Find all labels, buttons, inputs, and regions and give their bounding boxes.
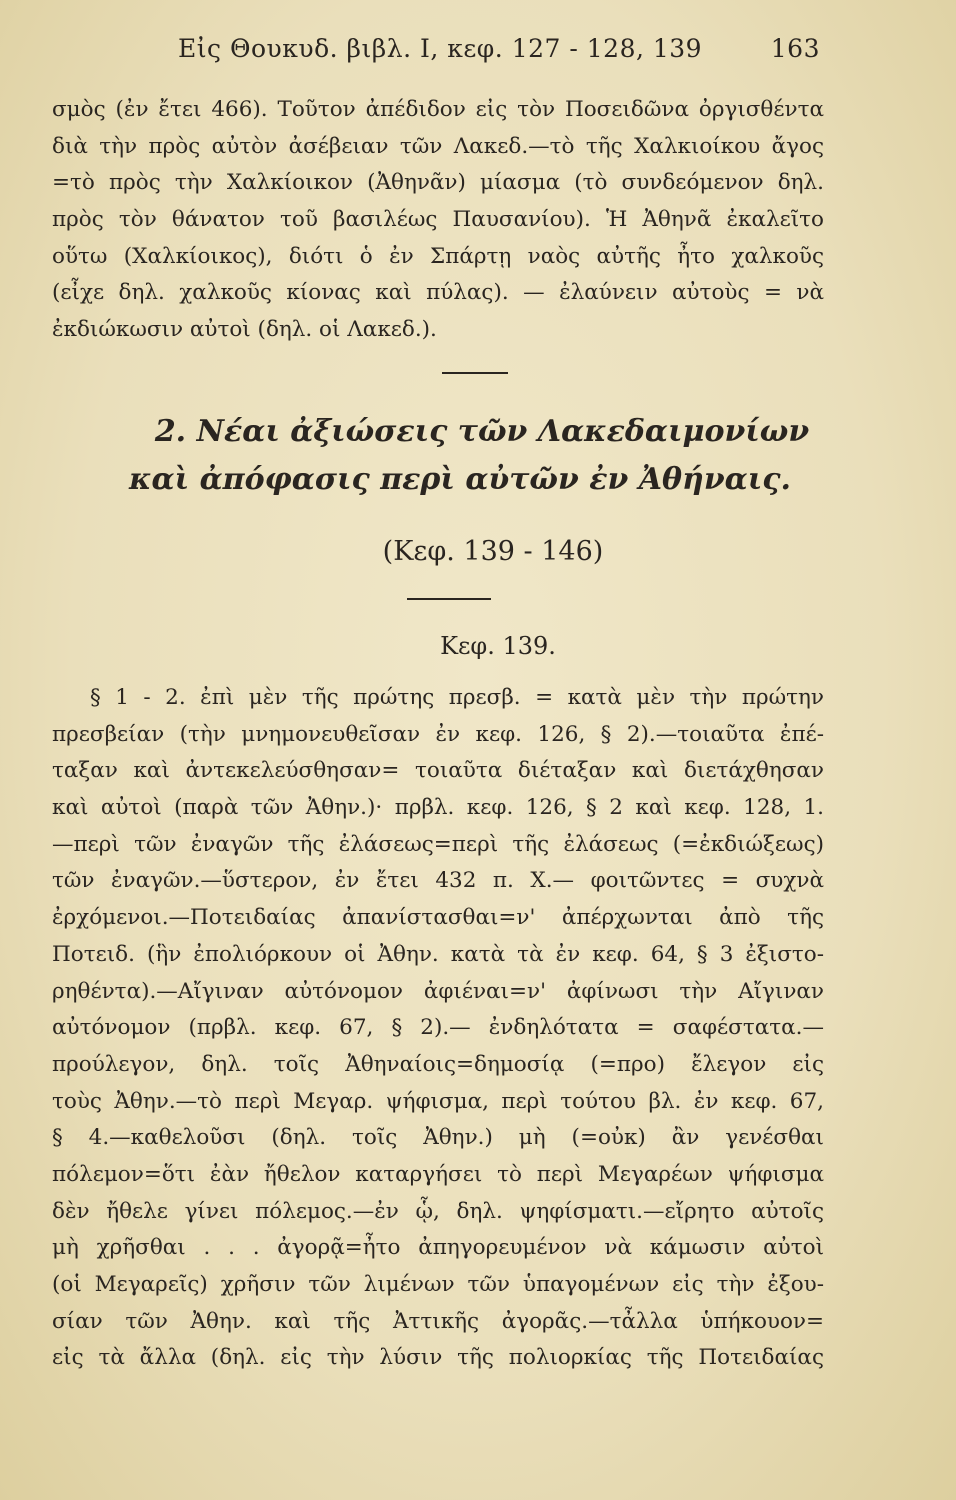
text-line: σίαν τῶν Ἀθην. καὶ τῆς Ἀττικῆς ἀγορᾶς.—τἆλλα ὑπήκουον= xyxy=(52,1308,824,1334)
page-number: 163 xyxy=(770,34,820,63)
text-line: σμὸς (ἐν ἔτει 466). Τοῦτον ἀπέδιδον εἰς τὸν Ποσειδῶνα ὀργισθέντα xyxy=(52,97,824,122)
text-line: πρεσβείαν (τὴν μνημονευθεῖσαν ἐν κεφ. 126, § 2).—τοιαῦτα ἐπέ- xyxy=(52,721,824,747)
page-header xyxy=(178,34,828,70)
commentary-top xyxy=(52,92,824,349)
running-title: Εἰς Θουκυδ. βιβλ. Ι, κεφ. 127 - 128, 139 xyxy=(178,34,703,63)
text-line: ταξαν καὶ ἀντεκελεύσθησαν= τοιαῦτα διέταξαν καὶ διετάχθησαν xyxy=(52,758,824,784)
text-line: § 4.—καθελοῦσι (δηλ. τοῖς Ἀθην.) μὴ (=οὐκ) ἂν γενέσθαι xyxy=(52,1125,824,1151)
divider-rule xyxy=(407,598,491,600)
text-line: αὐτόνομον (πρβλ. κεφ. 67, § 2).— ἐνδηλότατα = σαφέστατα.— xyxy=(52,1015,824,1041)
section-title-line-1: 2. Νέαι ἀξιώσεις τῶν Λακεδαιμονίων xyxy=(154,414,810,449)
text-line: § 1 - 2. ἐπὶ μὲν τῆς πρώτης πρεσβ. = κατὰ μὲν τὴν πρώτην xyxy=(90,685,824,710)
text-line: ρηθέντα).—Αἴγιναν αὐτόνομον ἀφιέναι=ν' ἀφίνωσι τὴν Αἴγιναν xyxy=(52,978,824,1004)
text-line: (εἶχε δηλ. χαλκοῦς κίονας καὶ πύλας). — ἐλαύνειν αὐτοὺς = νὰ xyxy=(52,280,824,306)
commentary-main xyxy=(52,680,824,1377)
text-line: —περὶ τῶν ἐναγῶν τῆς ἐλάσεως=περὶ τῆς ἐλάσεως (=ἐκδιώξεως) xyxy=(52,831,824,857)
text-line: πόλεμον=ὅτι ἐὰν ἤθελον καταργήσει τὸ περὶ Μεγαρέων ψήφισμα xyxy=(52,1161,824,1187)
text-line: ἐρχόμενοι.—Ποτειδαίας ἀπανίστασθαι=ν' ἀπέρχωνται ἀπὸ τῆς xyxy=(52,905,824,931)
text-line: τοὺς Ἀθην.—τὸ περὶ Μεγαρ. ψήφισμα, περὶ τούτου βλ. ἐν κεφ. 67, xyxy=(52,1088,824,1114)
divider-rule xyxy=(442,372,508,374)
text-line: δὲν ἤθελε γίνει πόλεμος.—ἐν ᾧ, δηλ. ψηφίσματι.—εἴρητο αὐτοῖς xyxy=(52,1198,824,1224)
text-line: οὕτω (Χαλκίοικος), διότι ὁ ἐν Σπάρτῃ ναὸς αὐτῆς ἦτο χαλκοῦς xyxy=(52,243,824,269)
text-line: =τὸ πρὸς τὴν Χαλκίοικον (Ἀθηνᾶν) μίασμα (τὸ συνδεόμενον δηλ. xyxy=(52,170,824,196)
text-line: καὶ αὐτοὶ (παρὰ τῶν Ἀθην.)· πρβλ. κεφ. 126, § 2 καὶ κεφ. 128, 1. xyxy=(52,795,824,821)
chapter-heading: Κεφ. 139. xyxy=(440,632,556,660)
text-line: προύλεγον, δηλ. τοῖς Ἀθηναίοις=δημοσίᾳ (=προ) ἔλεγον εἰς xyxy=(52,1051,824,1077)
text-line: διὰ τὴν πρὸς αὐτὸν ἀσέβειαν τῶν Λακεδ.—τὸ τῆς Χαλκιοίκου ἄγος xyxy=(52,133,824,159)
chapters-range: (Κεφ. 139 - 146) xyxy=(382,536,604,567)
text-line: εἰς τὰ ἄλλα (δηλ. εἰς τὴν λύσιν τῆς πολιορκίας τῆς Ποτειδαίας xyxy=(52,1345,824,1371)
text-line: τῶν ἐναγῶν.—ὕστερον, ἐν ἔτει 432 π. Χ.— φοιτῶντες = συχνὰ xyxy=(52,868,824,894)
text-line: ἐκδιώκωσιν αὐτοὶ (δηλ. οἱ Λακεδ.). xyxy=(52,317,437,343)
text-line: (οἱ Μεγαρεῖς) χρῆσιν τῶν λιμένων τῶν ὑπαγομένων εἰς τὴν ἐξου- xyxy=(52,1272,824,1297)
text-line: πρὸς τὸν θάνατον τοῦ βασιλέως Παυσανίου). Ἡ Ἀθηνᾶ ἐκαλεῖτο xyxy=(52,207,824,233)
section-title-line-2: καὶ ἀπόφασις περὶ αὐτῶν ἐν Ἀθήναις. xyxy=(129,462,791,497)
text-line: Ποτειδ. (ἣν ἐπολιόρκουν οἱ Ἀθην. κατὰ τὰ ἐν κεφ. 64, § 3 ἐξιστο- xyxy=(52,941,824,967)
text-line: μὴ χρῆσθαι . . . ἀγορᾷ=ἦτο ἀπηγορευμένον νὰ κάμωσιν αὐτοὶ xyxy=(52,1235,824,1261)
